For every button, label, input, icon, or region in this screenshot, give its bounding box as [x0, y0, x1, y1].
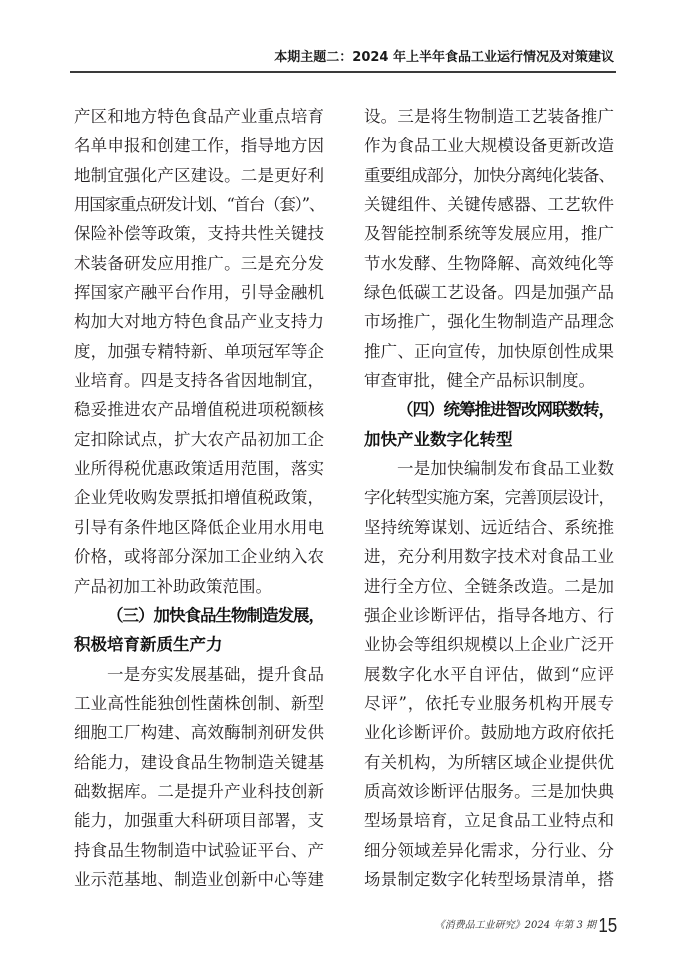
- text-line: 细胞工厂构建、高效酶制剂研发供: [74, 723, 324, 743]
- section-heading: [74, 601, 324, 660]
- text-line: 度，加强专精特新、单项冠军等企: [74, 341, 324, 361]
- header-divider: [70, 71, 616, 73]
- text-line: 节水发酵、生物降解、高效纯化等: [364, 253, 614, 273]
- heading-line: （三）加快食品生物制造发展，: [107, 605, 324, 625]
- heading-line: （四）统筹推进智改网联数转，: [397, 400, 614, 420]
- text-line: 业协会等组织规模以上企业广泛开: [364, 635, 614, 655]
- text-line: 引导有条件地区降低企业用水用电: [74, 517, 324, 537]
- footer-journal-issue: 《消费品工业研究》2024 年第 3 期: [434, 920, 596, 931]
- running-header-title: 本期主题二：2024 年上半年食品工业运行情况及对策建议: [274, 50, 614, 65]
- text-line: 推广、正向宣传，加快原创性成果: [364, 341, 614, 361]
- text-line: 挥国家产融平台作用，引导金融机: [74, 283, 324, 303]
- paragraph: [74, 660, 324, 895]
- right-column: [364, 102, 614, 894]
- text-line: 业培育。四是支持各省因地制宜，: [74, 371, 324, 391]
- text-line: 术装备研发应用推广。三是充分发: [74, 253, 324, 273]
- text-line: 强企业诊断评估，指导各地方、行: [364, 605, 614, 625]
- text-line: 业所得税优惠政策适用范围，落实: [74, 459, 324, 479]
- text-line: 构加大对地方特色食品产业支持力: [74, 312, 324, 332]
- text-line: 础数据库。二是提升产业科技创新: [74, 781, 324, 801]
- text-line: 业化诊断评价。鼓励地方政府依托: [364, 723, 614, 743]
- text-line: 坚持统筹谋划、远近结合、系统推: [364, 517, 614, 537]
- paragraph: [364, 102, 614, 395]
- text-line: 绿色低碳工艺设备。四是加强产品: [364, 283, 614, 303]
- text-line: 型场景培育，立足食品工业特点和: [364, 811, 614, 831]
- paragraph: [364, 454, 614, 894]
- text-line: 有关机构，为所辖区域企业提供优: [364, 752, 614, 772]
- text-line: 展数字化水平自评估，做到“应评: [364, 664, 614, 684]
- text-line: 作为食品工业大规模设备更新改造: [364, 136, 614, 156]
- text-line: 进行全方位、全链条改造。二是加: [364, 576, 614, 596]
- text-line: 字化转型实施方案，完善顶层设计，: [364, 488, 614, 508]
- text-line: 审查审批，健全产品标识制度。: [364, 371, 595, 391]
- heading-line: 加快产业数字化转型: [364, 429, 513, 449]
- page-number: 15: [598, 915, 617, 937]
- text-line: 市场推广，强化生物制造产品理念: [364, 312, 614, 332]
- text-line: 尽评”，依托专业服务机构开展专: [364, 693, 614, 713]
- text-line: 场景制定数字化转型场景清单，搭: [364, 869, 614, 889]
- text-line: 重要组成部分，加快分离纯化装备、: [364, 165, 614, 185]
- text-line: 质高效诊断评估服务。三是加快典: [364, 781, 614, 801]
- text-line: 名单申报和创建工作，指导地方因: [74, 136, 324, 156]
- left-column: [74, 102, 324, 894]
- text-line: 持食品生物制造中试验证平台、产: [74, 840, 324, 860]
- text-line: 产区和地方特色食品产业重点培育: [74, 107, 324, 126]
- text-line: 一是加快编制发布食品工业数: [397, 459, 614, 479]
- section-heading: [364, 395, 614, 454]
- text-line: 定扣除试点，扩大农产品初加工企: [74, 429, 324, 449]
- text-line: 地制宜强化产区建设。二是更好利: [74, 165, 324, 185]
- text-line: 用国家重点研发计划、“首台（套）”、: [74, 195, 325, 215]
- text-line: 能力，加强重大科研项目部署，支: [74, 811, 324, 831]
- paragraph: [74, 102, 324, 601]
- text-line: 业示范基地、制造业创新中心等建: [74, 869, 324, 889]
- text-line: 细分领域差异化需求，分行业、分: [364, 840, 614, 860]
- text-line: 稳妥推进农产品增值税进项税额核: [74, 400, 324, 420]
- text-line: 价格，或将部分深加工企业纳入农: [74, 547, 324, 567]
- heading-line: 积极培育新质生产力: [74, 635, 223, 655]
- text-line: 工业高性能独创性菌株创制、新型: [74, 693, 324, 713]
- text-line: 企业凭收购发票抵扣增值税政策，: [74, 488, 324, 508]
- text-line: 进，充分利用数字技术对食品工业: [364, 547, 614, 567]
- text-line: 一是夯实发展基础，提升食品: [107, 664, 324, 684]
- text-line: 给能力，建设食品生物制造关键基: [74, 752, 324, 772]
- text-line: 及智能控制系统等发展应用，推广: [364, 224, 614, 244]
- text-line: 设。三是将生物制造工艺装备推广: [364, 107, 614, 126]
- text-line: 产品初加工补助政策范围。: [74, 576, 272, 596]
- text-line: 保险补偿等政策，支持共性关键技: [74, 224, 324, 244]
- text-line: 关键组件、关键传感器、工艺软件: [364, 195, 614, 215]
